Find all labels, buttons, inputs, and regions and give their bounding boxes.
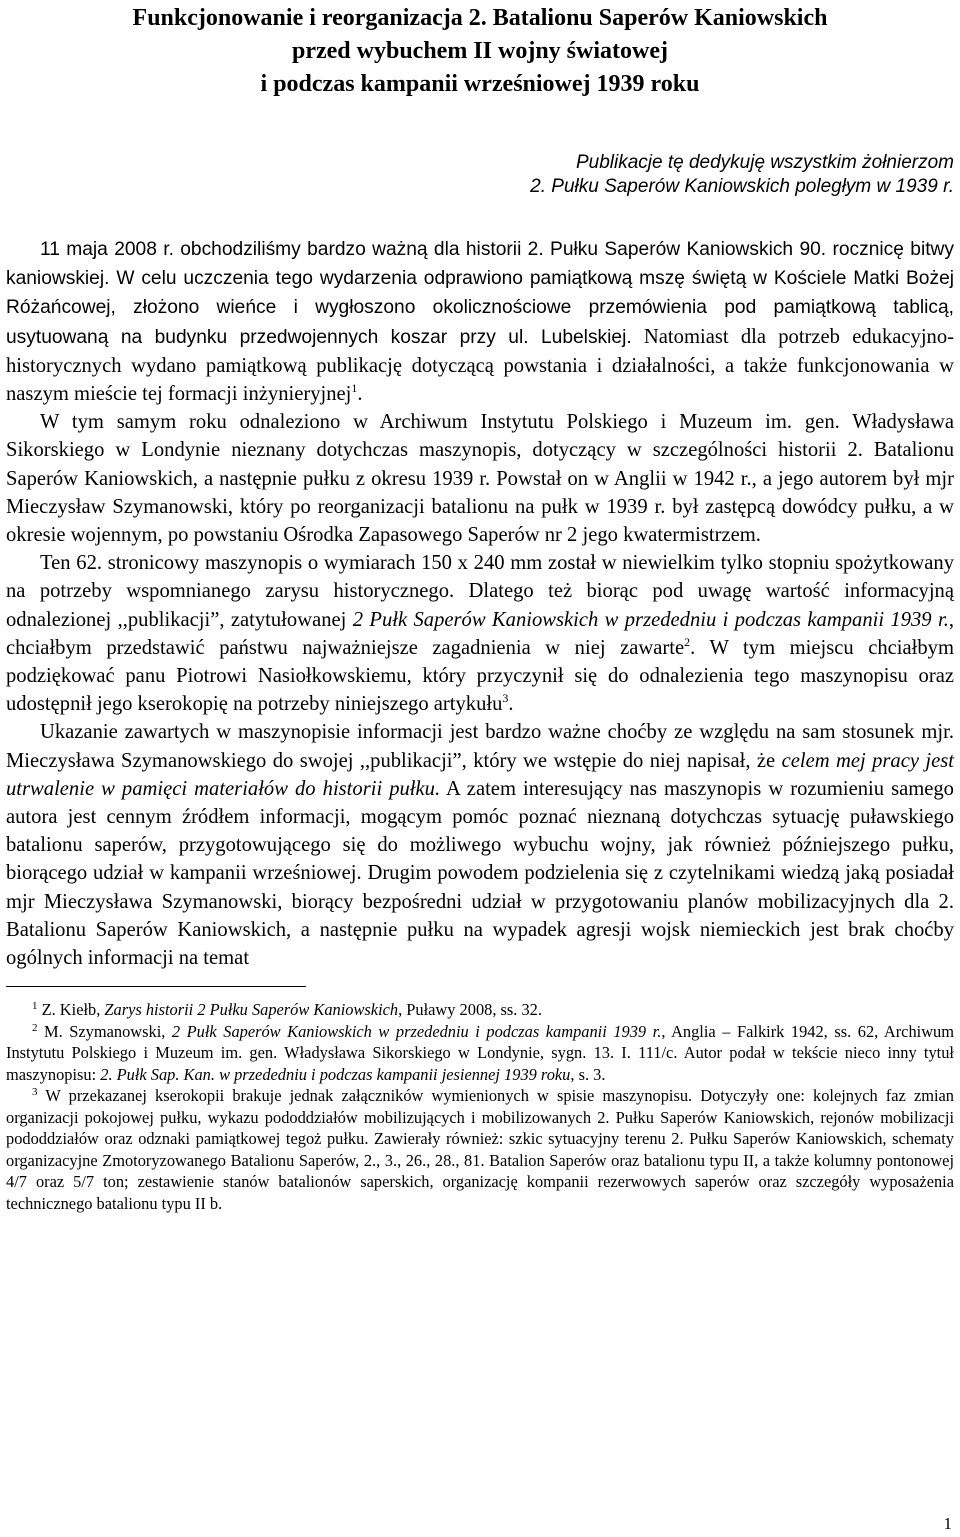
paragraph-1 xyxy=(6,235,954,408)
paragraph-3-text-b: , chciałbym przedstawić państwu najważniejsze zagadnienia w niej zawarte xyxy=(6,608,954,659)
footnote-1 xyxy=(6,999,954,1021)
document-title xyxy=(6,0,954,101)
footnote-2 xyxy=(6,1021,954,1086)
footnote-separator xyxy=(6,986,306,987)
paragraph-3 xyxy=(6,549,954,718)
footnote-3-number: 3 xyxy=(32,1086,38,1099)
footnote-2-italic-2: 2. Pułk Sap. Kan. w przededniu i podczas kampanii jesiennej 1939 roku xyxy=(100,1064,571,1084)
footnote-3-text: W przekazanej kserokopii brakuje jednak załączników wymienionych w spisie maszynopisu. Dotyczyły one: kolejnych faz zmian organizacji pokojowej pułku, wykazu pododdziałów mobilizujących i mobilizowanych 2. Pułku Saperów Kaniowskich, rejonów mobilizacji pododdziałów oraz odznaki pamiątkowej tegoż pułku. Zawierały również: szkic sytuacyjny terenu 2. Pułku Saperów Kaniowskich, schematy organizacyjne Zmotoryzowanego Batalionu Saperów, 2., 3., 26., 28., 81. Batalion Saperów oraz batalionu typu II, a także kolumny pontonowej 4/7 oraz 5/7 ton; zestawienie stanów batalionów saperskich, organizację kompanii rezerwowych saperów oraz szczegóły wyposażenia technicznego batalionu typu II b. xyxy=(6,1086,954,1213)
dedication xyxy=(6,151,954,199)
paragraph-3-end: . xyxy=(508,693,514,716)
footnote-3 xyxy=(6,1085,954,1214)
dedication-line-2: 2. Pułku Saperów Kaniowskich poległym w 1939 r. xyxy=(530,176,954,197)
paragraph-4-text-b: A zatem interesujący nas maszynopis w rozumieniu samego autora jest cennym źródłem informacji, mogącym pomóc poznać nieznaną dotychczas sytuację puławskiego batalionu saperów, przygotowującego się do możliwego wybuchu wojny, jak również późniejszego pułku, biorącego udział w kampanii wrześniowej. Drugim powodem podzielenia się z czytelnikami wiedzą jaką posiadał mjr Mieczysława Szymanowski, biorący bezpośredni udział w przygotowaniu planów mobilizacyjnych dla 2. Batalionu Saperów Kaniowskich, a następnie pułku na wypadek agresji wojsk niemieckich jest brak choćby ogólnych informacji na temat xyxy=(6,777,954,970)
paragraph-3-text-a: Ten 62. stronicowy maszynopis o wymiarach 150 x 240 mm został w niewielkim tylko stopniu spożytkowany na potrzeby wspomnianego zarysu historycznego. Dlatego też biorąc pod uwagę wartość informacyjną odnalezionej ,,publikacji”, zatytułowanej xyxy=(6,552,954,631)
footnote-2-text-b: , Anglia – Falkirk 1942, ss. 62, Archiwum Instytutu Polskiego i Muzeum im. gen. Władysława Sikorskiego w Londynie, sygn. 13. I. 111/c. Autor podał w tekście nieco inny tytuł maszynopisu: xyxy=(6,1021,954,1084)
document-page xyxy=(6,0,954,1214)
paragraph-2: W tym samym roku odnaleziono w Archiwum Instytutu Polskiego i Muzeum im. gen. Władysława Sikorskiego w Londynie nieznany dotychczas maszynopis, dotyczący w szczególności historii 2. Batalionu Saperów Kaniowskich, a następnie pułku z okresu 1939 r. Powstał on w Anglii w 1942 r., a jego autorem był mjr Mieczysław Szymanowski, który po reorganizacji batalionu na pułk w 1939 r. był zastępcą dowódcy pułku, a w okresie wojennym, po powstaniu Ośrodka Zapasowego Saperów nr 2 jego kwatermistrzem. xyxy=(6,411,954,547)
footnote-1-italic: Zarys historii 2 Pułku Saperów Kaniowskich xyxy=(104,1000,399,1020)
body-text xyxy=(6,235,954,972)
title-line-2: przed wybuchem II wojny światowej xyxy=(292,38,668,64)
footnote-ref-1[interactable]: 1 xyxy=(351,381,358,396)
footnote-2-number: 2 xyxy=(32,1021,38,1034)
footnote-2-text-a: M. Szymanowski, xyxy=(37,1021,172,1041)
paragraph-3-text-c: . W tym miejscu chciałbym podziękować panu Piotrowi Nasiołkowskiemu, który przyczynił się do odnalezienia tego maszynopisu oraz udostępnił jego kserokopię na potrzeby niniejszego artykułu xyxy=(6,636,954,716)
footnote-1-text-b: , Puławy 2008, ss. 32. xyxy=(398,1000,542,1020)
footnote-1-number: 1 xyxy=(32,1000,38,1013)
paragraph-4-text-a: Ukazanie zawartych w maszynopisie informacji jest bardzo ważne choćby ze względu na sam stosunek mjr. Mieczysława Szymanowskiego do swojej ,,publikacji”, który we wstępie do niej napisał, że xyxy=(6,721,954,772)
paragraph-4-italic-quote: celem mej pracy jest utrwalenie w pamięci materiałów do historii pułku. xyxy=(6,749,954,800)
footnote-2-text-c: , s. 3. xyxy=(570,1064,606,1084)
paragraph-4 xyxy=(6,718,954,972)
paragraph-3-italic-title: 2 Pułk Saperów Kaniowskich w przededniu i podczas kampanii 1939 r. xyxy=(352,608,949,631)
paragraph-1-end: . xyxy=(357,383,363,406)
footnote-1-text-a: Z. Kiełb, xyxy=(37,1000,105,1020)
title-line-1: Funkcjonowanie i reorganizacja 2. Batalionu Saperów Kaniowskich xyxy=(132,5,828,31)
paragraph-1-sans-text: 11 maja 2008 r. obchodziliśmy bardzo ważną dla historii 2. Pułku Saperów Kaniowskich 90. rocznicę bitwy kaniowskiej. W celu uczczenia tego wydarzenia odprawiono pamiątkową mszę świętą w Kościele Matki Bożej Różańcowej, złożono wieńce i wygłoszono okolicznościowe przemówienia pod pamiątkową tablicą, usytuowaną na budynku przedwojennych koszar przy ul. Lubelskiej. xyxy=(6,239,954,348)
page-number: 1 xyxy=(943,1514,952,1533)
footnote-ref-2[interactable]: 2 xyxy=(684,634,691,649)
footnote-2-italic-1: 2 Pułk Saperów Kaniowskich w przededniu i podczas kampanii 1939 r. xyxy=(171,1021,662,1041)
title-line-3: i podczas kampanii wrześniowej 1939 roku xyxy=(260,71,700,97)
paragraph-1-text: Natomiast dla potrzeb edukacyjno-historycznych wydano pamiątkową publikację dotyczącą powstania i działalności, a także funkcjonowania w naszym mieście tej formacji inżynieryjnej xyxy=(6,325,955,406)
dedication-line-1: Publikacje tę dedykuję wszystkim żołnierzom xyxy=(575,152,954,173)
footnote-ref-3[interactable]: 3 xyxy=(502,691,509,706)
footnotes xyxy=(6,999,954,1214)
